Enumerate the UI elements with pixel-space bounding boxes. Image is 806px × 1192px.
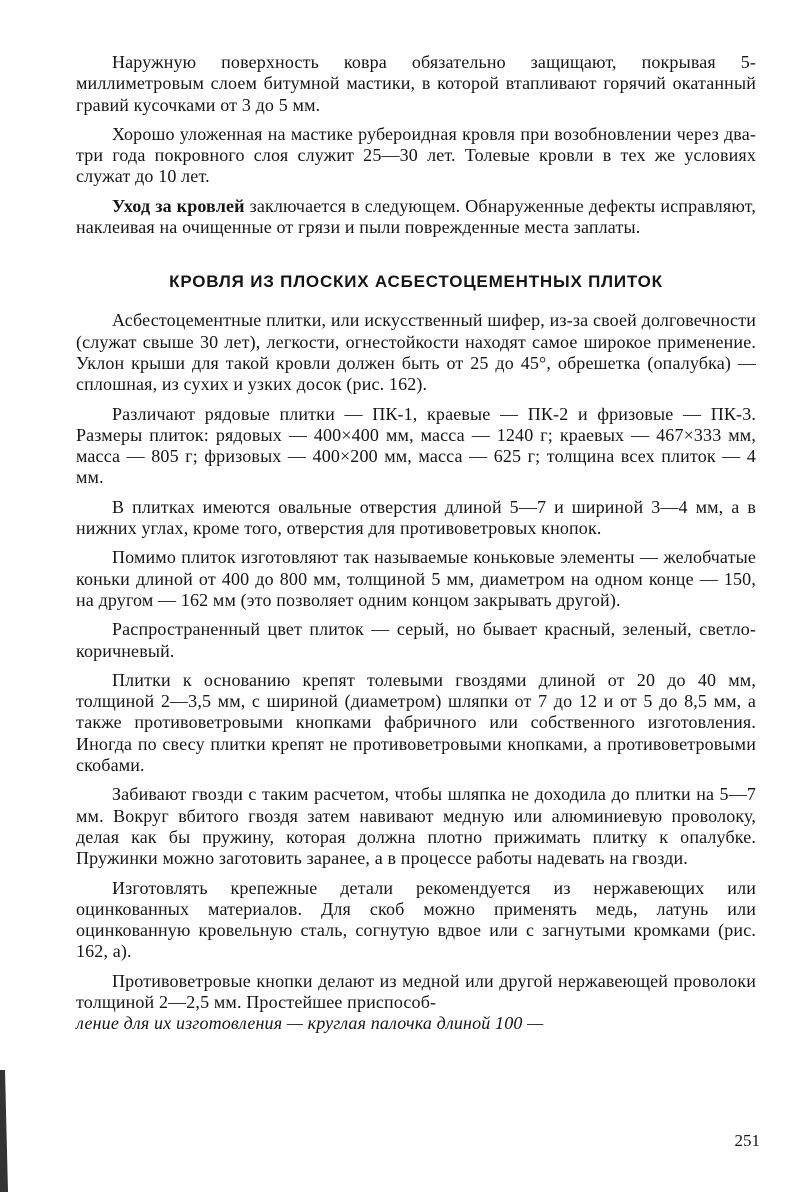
paragraph: Распространенный цвет плиток — серый, но бывает красный, зеленый, светло-коричневый.: [76, 619, 756, 661]
paragraph: [76, 971, 756, 1035]
paragraph-text: Противоветровые кнопки делают из медной или другой нержавеющей проволоки толщиной 2—2,5 мм. Простейшее приспособ-: [76, 970, 756, 1012]
paragraph: Хорошо уложенная на мастике рубероидная кровля при возобновлении через два-три года покровного слоя служит 25—30 лет. Толевые кровли в тех же условиях служат до 10 лет.: [76, 123, 756, 187]
paragraph: Асбестоцементные плитки, или искусственный шифер, из-за своей долговечности (служат свыше 30 лет), легкости, огнестойкости находят самое широкое применение. Уклон крыши для такой кровли должен быть от 25 до 45°, обрешетка (опалубка) — сплошная, из сухих и узких досок (рис. 162).: [76, 310, 756, 395]
italic-continuation: ление для их изготовления — круглая палочка длиной 100 —: [76, 1013, 544, 1034]
paragraph: Плитки к основанию крепят толевыми гвоздями длиной от 20 до 40 мм, толщиной 2—3,5 мм, с шириной (диаметром) шляпки от 7 до 12 и от 5 до 8,5 мм, а также противоветровыми кнопками фабричного или собственного изготовления. Иногда по свесу плитки крепят не противоветровыми кнопками, а противоветровыми скобами.: [76, 669, 756, 776]
page-edge-shadow: [0, 1070, 10, 1192]
paragraph: Наружную поверхность ковра обязательно защищают, покрывая 5-миллиметровым слоем битумной мастики, в которой втапливают горячий окатанный гравий кусочками от 3 до 5 мм.: [76, 52, 756, 115]
section-heading: КРОВЛЯ ИЗ ПЛОСКИХ АСБЕСТОЦЕМЕНТНЫХ ПЛИТОК: [169, 272, 663, 292]
care-text: заключается в следующем. Обнаруженные дефекты исправляют, наклеивая на очищенные от грязи и пыли поврежденные места заплаты.: [76, 195, 756, 238]
paragraph-care: [76, 196, 756, 239]
care-lead: Уход за кровлей: [112, 195, 245, 216]
paragraph: Различают рядовые плитки — ПК-1, краевые — ПК-2 и фризовые — ПК-3. Размеры плиток: рядовых — 400×400 мм, масса — 1240 г; краевых — 467×333 мм, масса — 805 г; фризовых — 400×200 мм, масса — 625 г; толщина всех плиток — 4 мм.: [76, 403, 756, 488]
paragraph: В плитках имеются овальные отверстия длиной 5—7 и шириной 3—4 мм, а в нижних углах, кроме того, отверстия для противоветровых кнопок.: [76, 496, 756, 539]
paragraph: Забивают гвозди с таким расчетом, чтобы шляпка не доходила до плитки на 5—7 мм. Вокруг вбитого гвоздя затем навивают медную или алюминиевую проволоку, делая как бы пружину, которая должна плотно прижимать плитку к опалубке. Пружинки можно заготовить заранее, а в процессе работы надевать на гвозди.: [76, 784, 756, 869]
text-column: [76, 52, 756, 1035]
page-number: 251: [734, 1131, 760, 1150]
paragraph: Изготовлять крепежные детали рекомендуется из нержавеющих или оцинкованных материалов. Для скоб можно применять медь, латунь или оцинкованную кровельную сталь, согнутую вдвое или с загнутыми кромками (рис. 162, а).: [76, 877, 756, 962]
paragraph: Помимо плиток изготовляют так называемые коньковые элементы — желобчатые коньки длиной от 400 до 800 мм, толщиной 5 мм, диаметром на одном конце — 150, на другом — 162 мм (это позволяет одним концом закрывать другой).: [76, 547, 756, 610]
